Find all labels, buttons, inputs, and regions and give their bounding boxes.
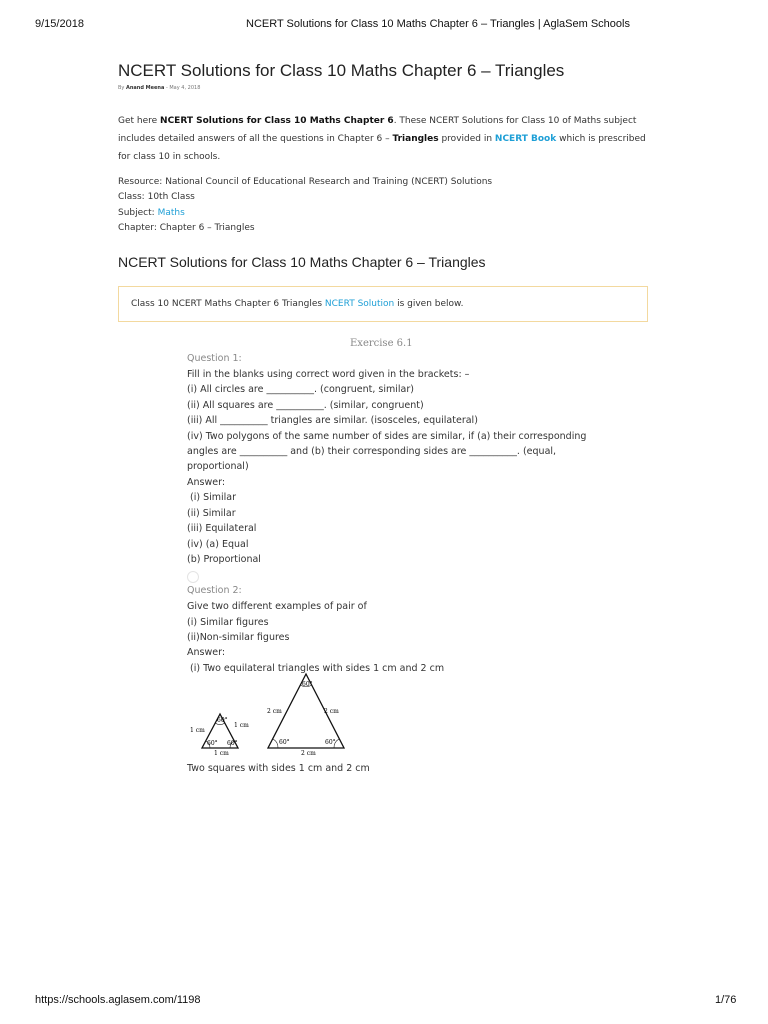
print-title: NCERT Solutions for Class 10 Maths Chapter 6 – Triangles | AglaSem Schools	[246, 18, 630, 30]
small-right-angle: 60°	[227, 740, 238, 747]
print-date: 9/15/2018	[35, 18, 84, 30]
q1-answer-label: Answer:	[187, 477, 226, 488]
info-resource	[118, 177, 492, 187]
q1-answer-line: (ii) Similar	[187, 508, 236, 519]
q2-answer-line: (i) Two equilateral triangles with sides 1 cm and 2 cm	[187, 663, 445, 674]
subject-label: Subject:	[118, 208, 155, 218]
exercise-title: Exercise 6.1	[350, 338, 413, 349]
chapter-label: Chapter:	[118, 223, 157, 233]
info-subject	[118, 208, 185, 218]
large-top-angle: 60°	[302, 681, 313, 688]
faint-circle-mark	[187, 571, 199, 583]
q1-answer-line: (b) Proportional	[187, 554, 261, 565]
notice-text: Class 10 NCERT Maths Chapter 6 Triangles	[131, 299, 325, 309]
small-right-side-label: 1 cm	[234, 722, 249, 729]
q1-answer-line: (iii) Equilateral	[187, 523, 257, 534]
large-left-angle: 60°	[279, 739, 290, 746]
intro-text: . These NCERT Solutions for Class 10 of Maths subject includes detailed answers of all the questions in Chapter 6 –	[118, 116, 637, 144]
print-page-number: 1/76	[715, 994, 737, 1006]
author-link[interactable]: Anand Meena	[125, 85, 165, 91]
q2-line: (ii)Non-similar figures	[187, 632, 290, 643]
intro-paragraph	[118, 112, 658, 166]
large-left-angle-arc	[273, 739, 278, 748]
meta-separator: -	[165, 85, 168, 91]
large-left-side-label: 2 cm	[267, 708, 282, 715]
question-1-label: Question 1:	[187, 353, 242, 364]
large-bottom-side-label: 2 cm	[301, 750, 316, 757]
info-chapter	[118, 223, 255, 233]
intro-text: provided in	[438, 134, 495, 144]
post-date: May 4, 2018	[169, 85, 201, 91]
subject-link[interactable]: Maths	[157, 208, 185, 218]
q1-answer-line: (iv) (a) Equal	[187, 539, 249, 550]
info-class	[118, 192, 195, 202]
ncert-solution-link[interactable]: NCERT Solution	[324, 299, 395, 309]
intro-text: Get here	[118, 116, 161, 126]
small-bottom-side-label: 1 cm	[214, 750, 229, 757]
q2-after-line: Two squares with sides 1 cm and 2 cm	[187, 763, 370, 774]
large-right-side-label: 2 cm	[324, 708, 339, 715]
notice-text: is given below.	[394, 299, 464, 309]
ncert-book-link[interactable]: NCERT Book	[494, 134, 557, 144]
article-meta	[118, 85, 200, 91]
notice-box	[118, 286, 648, 322]
q2-answer-label: Answer:	[187, 647, 226, 658]
q1-line: Fill in the blanks using correct word given in the brackets: –	[187, 369, 470, 380]
q1-line: proportional)	[187, 461, 249, 472]
section-title: NCERT Solutions for Class 10 Maths Chapter 6 – Triangles	[118, 254, 486, 270]
class-value: 10th Class	[147, 192, 195, 202]
q1-line: (i) All circles are __________. (congruent, similar)	[187, 384, 414, 395]
q1-line: angles are __________ and (b) their corresponding sides are __________. (equal,	[187, 446, 557, 457]
intro-bold-title: NCERT Solutions for Class 10 Maths Chapter 6	[160, 116, 394, 126]
q2-line: (i) Similar figures	[187, 617, 269, 628]
chapter-value: Chapter 6 – Triangles	[159, 223, 255, 233]
print-url: https://schools.aglasem.com/1198	[35, 994, 201, 1006]
intro-bold-triangles: Triangles	[392, 134, 439, 144]
meta-by: By	[118, 85, 125, 91]
class-label: Class:	[118, 192, 145, 202]
question-2-label: Question 2:	[187, 585, 242, 596]
resource-value: National Council of Educational Research and Training (NCERT) Solutions	[165, 177, 493, 187]
q1-line: (iv) Two polygons of the same number of sides are similar, if (a) their corresponding	[187, 431, 587, 442]
intro-text: which is prescribed for class 10 in schools.	[118, 134, 646, 162]
equilateral-triangles-figure	[188, 672, 358, 758]
small-top-angle: 60°	[217, 717, 228, 724]
q2-line: Give two different examples of pair of	[187, 601, 367, 612]
small-left-angle: 60°	[207, 740, 218, 747]
small-left-side-label: 1 cm	[190, 727, 205, 734]
large-right-angle: 60°	[325, 739, 336, 746]
q1-line: (iii) All __________ triangles are similar. (isosceles, equilateral)	[187, 415, 478, 426]
resource-label: Resource:	[118, 177, 163, 187]
q1-answer-line: (i) Similar	[187, 492, 237, 503]
q1-line: (ii) All squares are __________. (similar, congruent)	[187, 400, 424, 411]
article-title: NCERT Solutions for Class 10 Maths Chapter 6 – Triangles	[118, 61, 565, 80]
